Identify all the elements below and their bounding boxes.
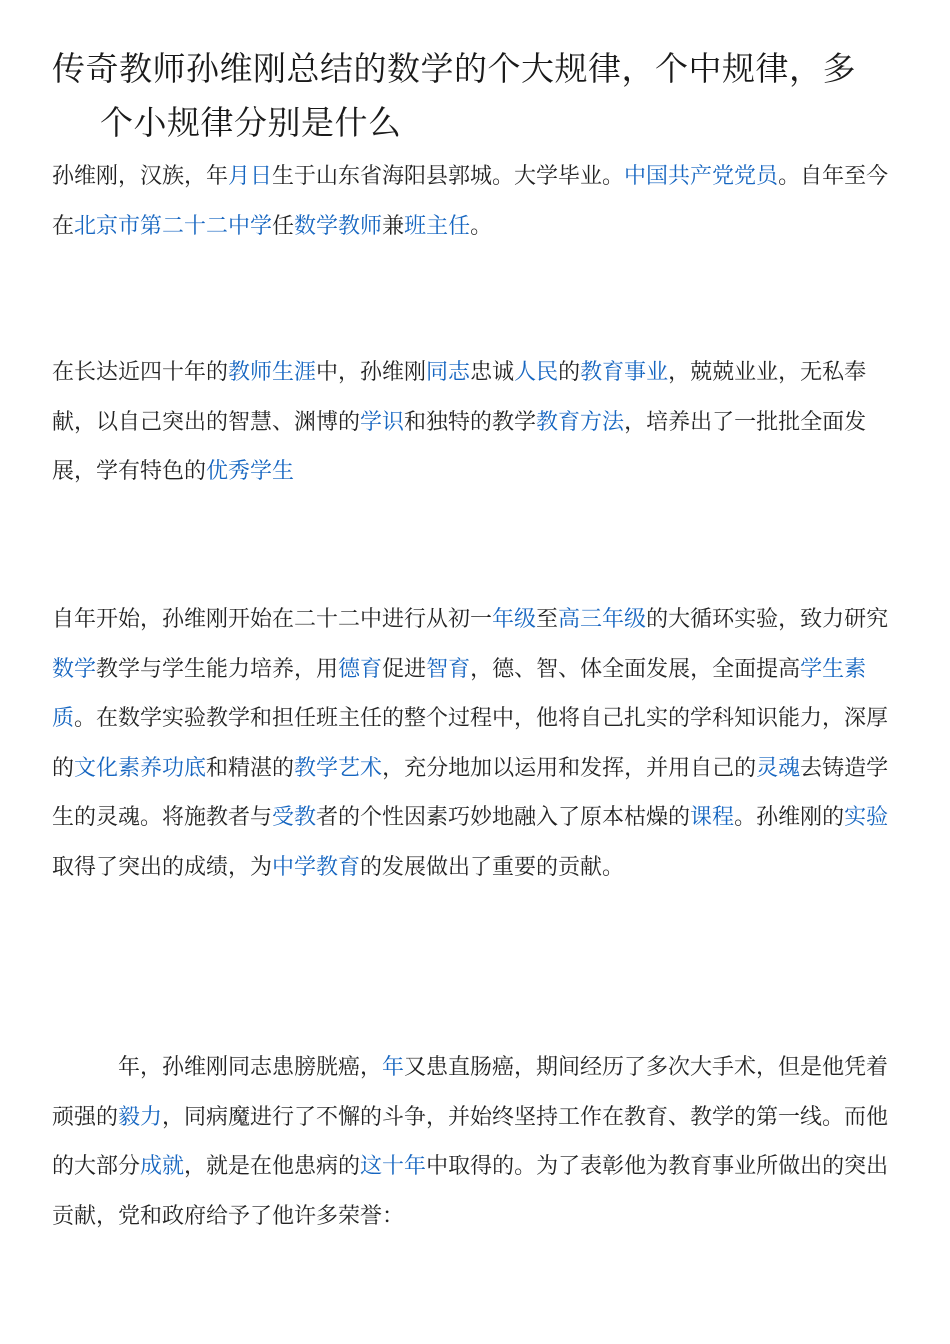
text-run: 。在数学实验教学和担任班主任的整个过程中，他将自己扎实的学科知识能力，深厚的 xyxy=(52,706,889,781)
inline-link[interactable]: 北京市第二十二中学 xyxy=(74,213,273,239)
inline-link[interactable]: 毅力 xyxy=(118,1104,163,1130)
inline-link[interactable]: 年 xyxy=(382,1055,405,1080)
inline-link[interactable]: 同志 xyxy=(426,360,471,385)
inline-link[interactable]: 班主任 xyxy=(404,213,471,239)
text-run: 。自年至今在 xyxy=(52,164,889,239)
text-run: 者的个性因素巧妙地融入了原本枯燥的 xyxy=(316,805,691,830)
inline-link[interactable]: 课程 xyxy=(690,805,735,830)
inline-link[interactable]: 受教 xyxy=(272,805,317,830)
text-run: ，就是在他患病的 xyxy=(184,1154,361,1179)
inline-link[interactable]: 中国共产党党员 xyxy=(624,164,779,189)
text-run: 促进 xyxy=(382,656,427,682)
text-run: 生于山东省海阳县郭城。大学毕业。 xyxy=(272,164,625,189)
inline-link[interactable]: 中学教育 xyxy=(272,854,361,880)
text-run: 忠诚 xyxy=(470,360,515,385)
text-run: 中取得的。为了表彰他为教育事业所做出的突出贡献，党和政府给予了他许多荣誉： xyxy=(52,1154,889,1229)
title-line-1: 传奇教师孙维刚总结的数学的个大规律，个中规律，多 xyxy=(52,49,856,88)
inline-link[interactable]: 月日 xyxy=(228,164,273,189)
inline-link[interactable]: 优秀学生 xyxy=(206,459,295,484)
text-run: 至 xyxy=(536,607,559,632)
text-run: 。 xyxy=(470,213,493,239)
inline-link[interactable]: 年级 xyxy=(492,607,537,632)
inline-link[interactable]: 教师生涯 xyxy=(228,360,317,385)
text-run: 兼 xyxy=(382,213,405,239)
inline-link[interactable]: 人民 xyxy=(514,360,559,385)
text-run: 孙维刚，汉族，年 xyxy=(52,164,229,189)
inline-link[interactable]: 数学教师 xyxy=(294,213,383,239)
inline-link[interactable]: 高三年级 xyxy=(558,607,647,632)
text-run: 又患直肠癌，期间经历了多次大手术，但是他凭着顽强的 xyxy=(52,1055,889,1130)
text-run: 教学与学生能力培养，用 xyxy=(96,656,339,682)
inline-link[interactable]: 实验 xyxy=(844,805,889,830)
inline-link[interactable]: 灵魂 xyxy=(756,755,801,781)
text-run: 和精湛的 xyxy=(206,755,295,781)
inline-link[interactable]: 成就 xyxy=(140,1154,185,1179)
text-run: ，同病魔进行了不懈的斗争，并始终坚持工作在教育、教学的第一线。而他的大部分 xyxy=(52,1104,889,1179)
text-run: 的发展做出了重要的贡献。 xyxy=(360,854,625,880)
inline-link[interactable]: 教育方法 xyxy=(536,409,625,435)
text-run: 和独特的教学 xyxy=(404,409,537,435)
paragraph-career xyxy=(52,348,902,497)
inline-link[interactable]: 德育 xyxy=(338,656,383,682)
text-run: 取得了突出的成绩，为 xyxy=(52,854,273,880)
text-run: 自年开始，孙维刚开始在二十二中进行从初一 xyxy=(52,607,493,632)
text-run: 的 xyxy=(558,360,581,385)
text-run: ，培养出了一批批全面发展，学有特色的 xyxy=(52,409,867,484)
text-run: 年，孙维刚同志患膀胱癌， xyxy=(118,1055,383,1080)
text-run: ，德、智、体全面发展，全面提高 xyxy=(470,656,801,682)
inline-link[interactable]: 学生素质 xyxy=(52,656,867,731)
title-line-2: 个小规律分别是什么 xyxy=(100,103,402,142)
paragraph-illness xyxy=(52,1043,902,1241)
inline-link[interactable]: 学识 xyxy=(360,409,405,435)
text-run: 任 xyxy=(272,213,295,239)
inline-link[interactable]: 这十年 xyxy=(360,1154,427,1179)
text-run: 中，孙维刚 xyxy=(316,360,427,385)
text-run: 去铸造学生的灵魂。将施教者与 xyxy=(52,755,889,830)
inline-link[interactable]: 教学艺术 xyxy=(294,755,383,781)
inline-link[interactable]: 教育事业 xyxy=(580,360,669,385)
text-run: ，充分地加以运用和发挥，并用自己的 xyxy=(382,755,757,781)
paragraph-experiment xyxy=(52,595,902,892)
text-run: ，兢兢业业，无私奉献，以自己突出的智慧、渊博的 xyxy=(52,360,867,435)
inline-link[interactable]: 智育 xyxy=(426,656,471,682)
text-run: 的大循环实验，致力研究 xyxy=(646,607,889,632)
text-run: 。孙维刚的 xyxy=(734,805,845,830)
inline-link[interactable]: 文化素养功底 xyxy=(74,755,207,781)
inline-link[interactable]: 数学 xyxy=(52,656,97,682)
paragraph-intro xyxy=(52,152,902,251)
page-title xyxy=(52,42,912,150)
text-run: 在长达近四十年的 xyxy=(52,360,229,385)
